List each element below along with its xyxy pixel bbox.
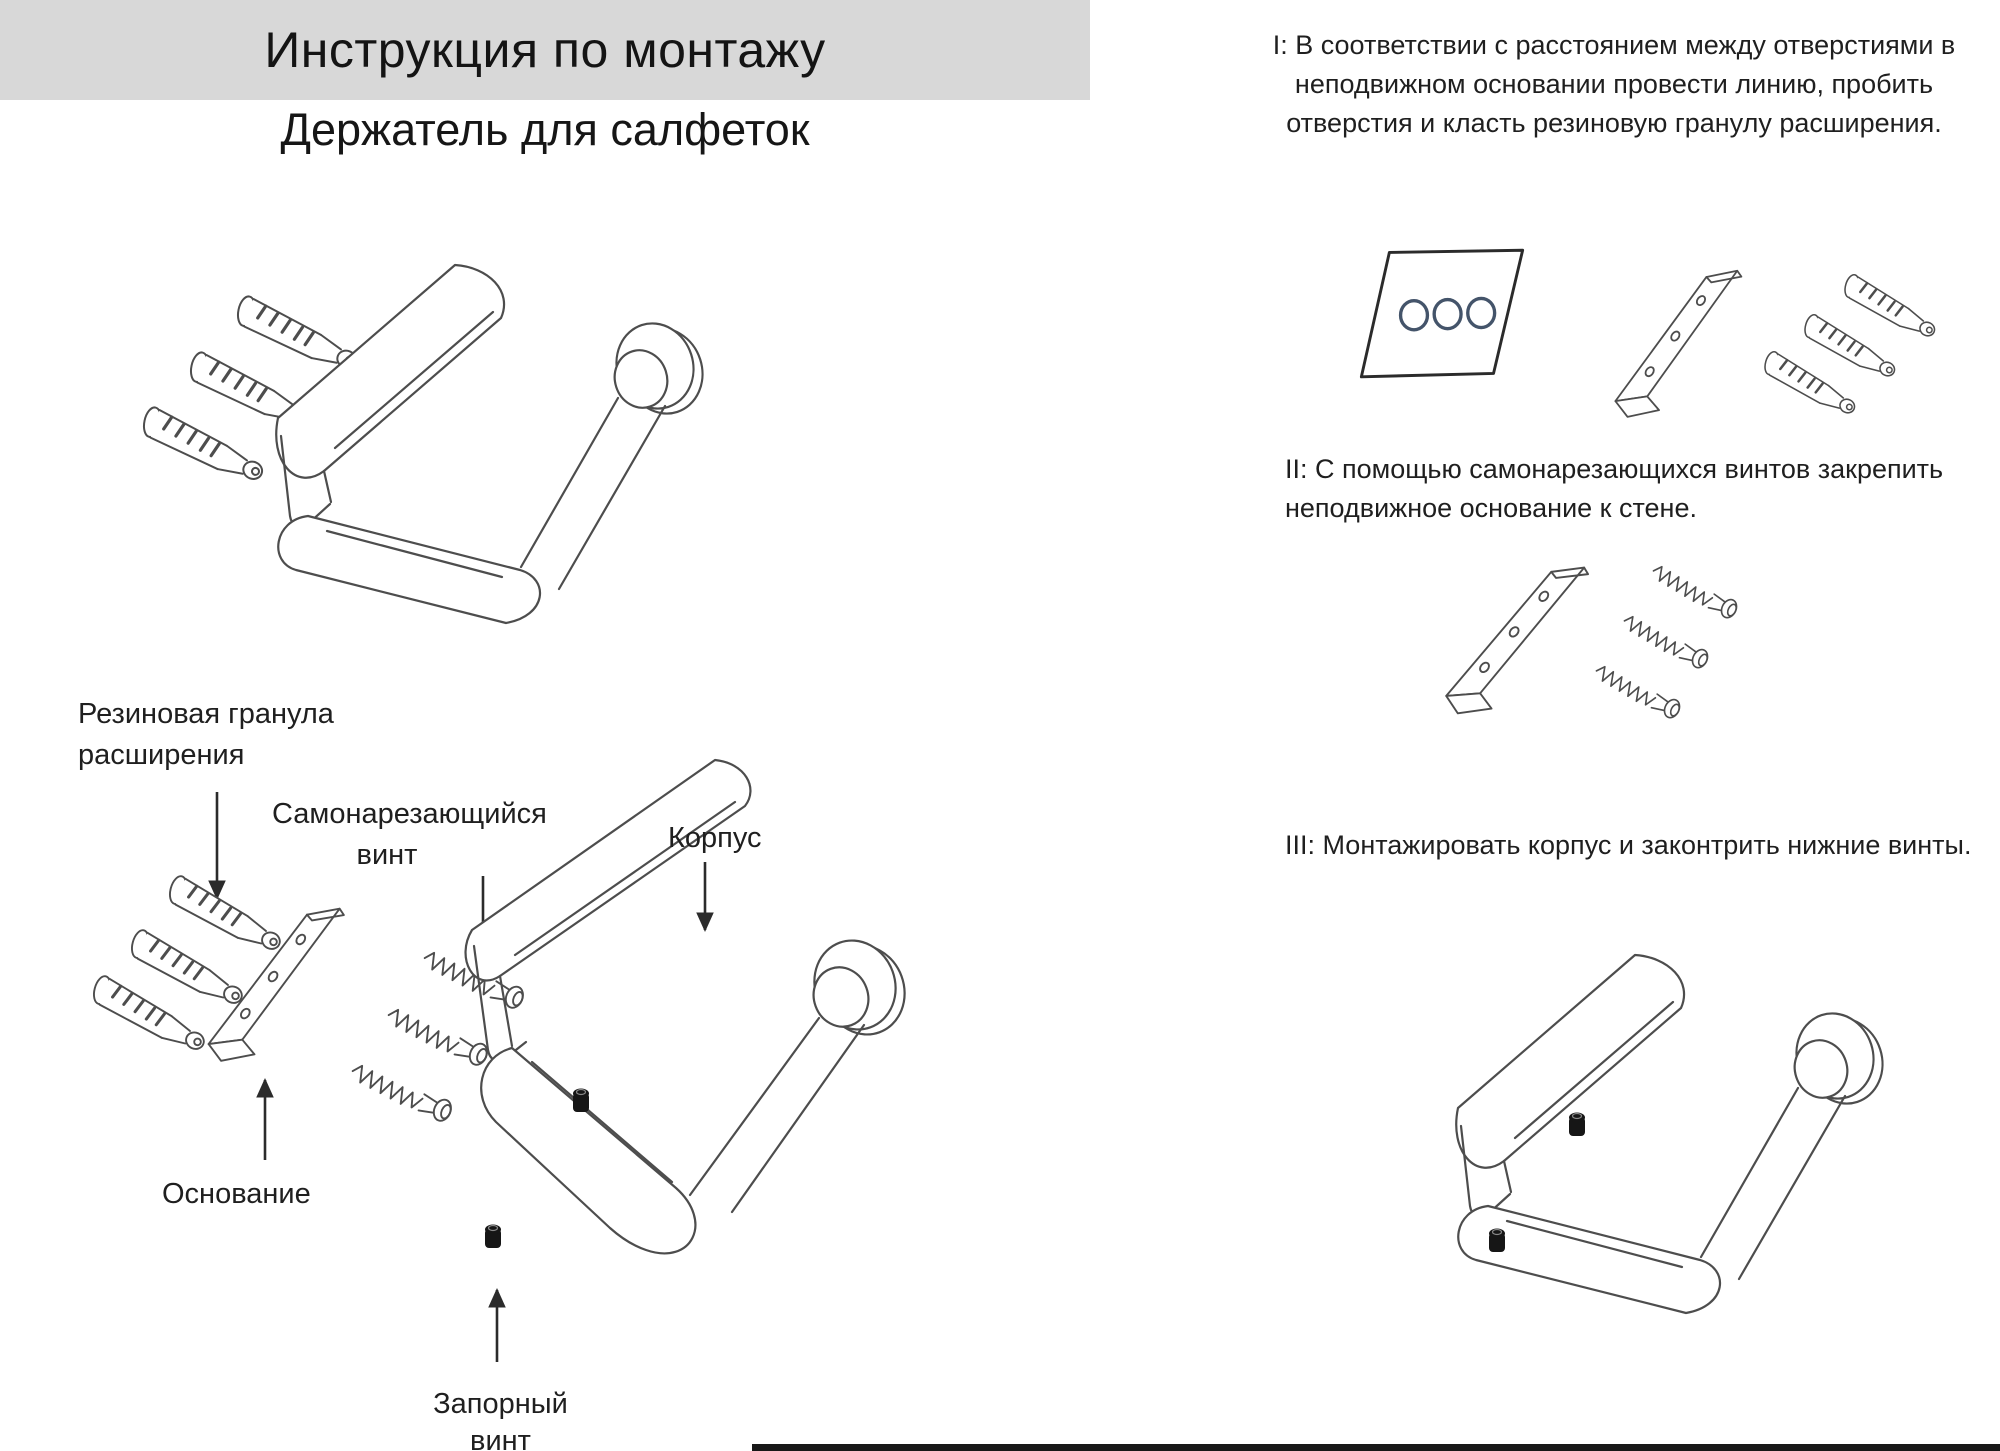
wall-anchor-drawing [1798,311,1902,380]
napkin-holder-drawing [1456,955,1893,1313]
label-lock-screw [418,1386,583,1451]
step1-figure [1361,250,1941,427]
label-rubber-plug-line2: расширения [78,739,245,771]
lock-screw-drawing [573,1089,589,1113]
base-bracket-drawing [1587,260,1777,427]
base-bracket-drawing [179,898,380,1073]
label-self-tapping-screw-line1: Самонарезающийся [272,798,547,830]
lock-screw-drawing [485,1225,501,1249]
step2-line1: II: С помощью самонарезающихся винтов закрепить [1285,454,1944,484]
screw-drawing [384,1006,490,1068]
lock-screw-drawing [1489,1229,1505,1253]
product-figure [136,265,714,623]
step3-text [1285,826,1985,865]
label-base: Основание [162,1178,311,1210]
step2-figure [1419,556,1739,725]
base-bracket-drawing [1419,556,1622,725]
lock-screw-drawing [1569,1113,1585,1137]
screw-drawing [348,1062,454,1124]
step2-line2: неподвижное основание к стене. [1285,493,1697,523]
step3-line1: III: Монтажировать корпус и законтрить нижние винты. [1285,830,1972,860]
step1-line1: I: В соответствии с расстоянием между отверстиями в [1272,30,1956,60]
scan-artifact-bar [752,1444,2000,1451]
label-rubber-plug-line1: Резиновая гранула [78,698,334,730]
step1-line2: неподвижном основании провести линию, пробить [1294,69,1934,99]
wall-anchor-drawing [124,926,251,1009]
step2-text [1285,450,1965,528]
label-lock-screw-line1: Запорный [433,1388,568,1420]
label-body: Корпус [668,822,762,854]
page-title: Инструкция по монтажу [264,22,826,78]
wall-anchor-drawing [136,403,271,485]
screw-drawing [1592,663,1682,720]
step3-figure [1456,955,1893,1313]
wall-anchor-drawing [1838,271,1942,340]
screw-drawing [1649,563,1739,620]
step1-line3: отверстия и класть резиновую гранулу расширения. [1286,108,1942,138]
step1-text [1268,26,1960,143]
napkin-holder-drawing [276,265,713,623]
drilling-template-drawing [1361,250,1522,377]
title-banner [0,0,1090,100]
label-lock-screw-line2: винт [470,1425,531,1451]
page-subtitle: Держатель для салфеток [280,104,810,155]
label-self-tapping-screw-line2: винт [356,839,418,871]
label-rubber-plug [78,694,334,776]
wall-anchor-drawing [162,872,289,955]
screw-drawing [1620,613,1710,670]
label-self-tapping-screw [272,794,547,876]
